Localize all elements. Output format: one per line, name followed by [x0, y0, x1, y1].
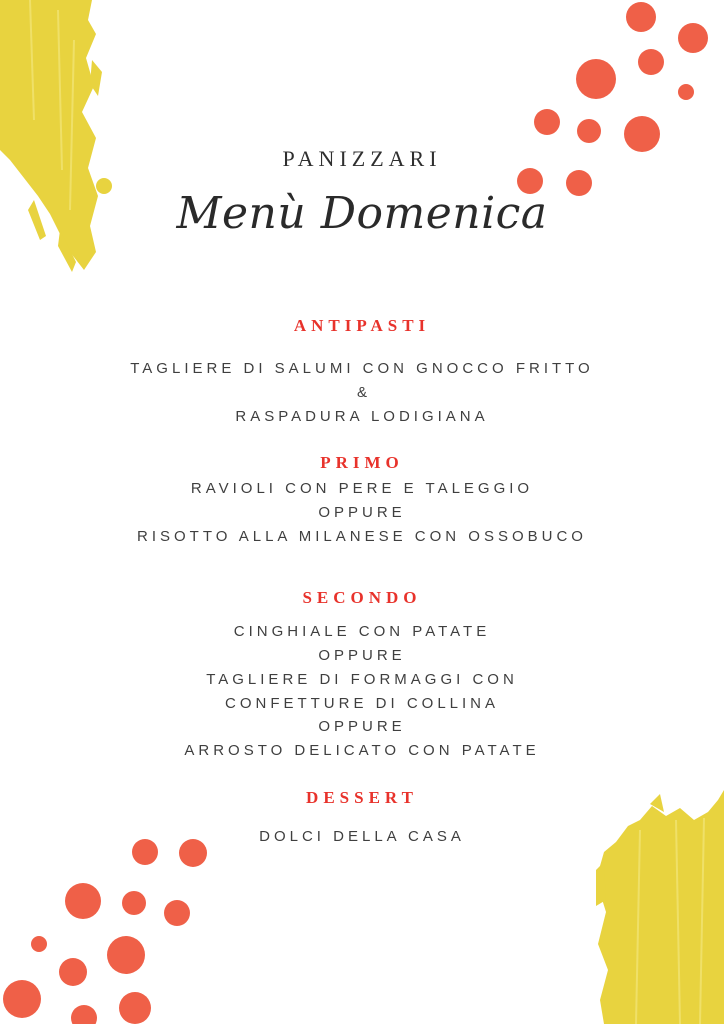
menu-item: TAGLIERE DI FORMAGGI CON: [206, 671, 518, 688]
menu-item-or: OPPURE: [318, 647, 406, 664]
menu-item: CINGHIALE CON PATATE: [233, 623, 491, 640]
menu-item: DOLCI DELLA CASA: [259, 828, 465, 845]
menu-item: CONFETTURE DI COLLINA: [224, 695, 500, 712]
section-heading-primo: PRIMO: [320, 453, 404, 472]
restaurant-name: PANIZZARI: [282, 146, 442, 171]
section-heading-dessert: DESSERT: [306, 788, 418, 807]
menu-item-or: OPPURE: [318, 718, 406, 735]
menu-item-or: OPPURE: [318, 504, 406, 521]
section-heading-secondo: SECONDO: [302, 588, 422, 607]
menu-item: RAVIOLI CON PERE E TALEGGIO: [190, 480, 534, 497]
menu-item-separator: &: [356, 384, 367, 401]
menu-item: RISOTTO ALLA MILANESE CON OSSOBUCO: [137, 528, 587, 545]
menu-title: Menù Domenica: [176, 188, 548, 239]
section-heading-antipasti: ANTIPASTI: [293, 316, 431, 335]
menu-item: RASPADURA LODIGIANA: [235, 408, 489, 425]
menu-item: TAGLIERE DI SALUMI CON GNOCCO FRITTO: [130, 360, 594, 377]
menu-item: ARROSTO DELICATO CON PATATE: [184, 742, 540, 759]
